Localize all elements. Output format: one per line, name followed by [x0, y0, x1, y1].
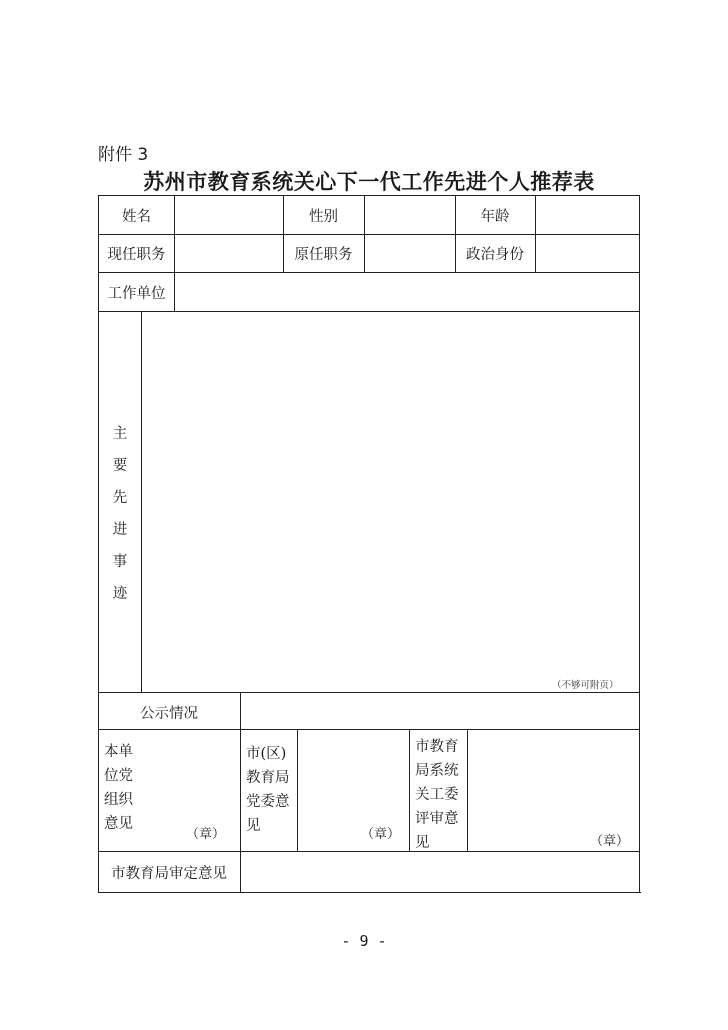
gender-label: 性别 [309, 208, 338, 225]
table-border-right [639, 195, 640, 893]
col-divider [467, 729, 468, 852]
seal-label: （章） [590, 834, 630, 849]
former-position-label: 原任职务 [294, 247, 353, 263]
deeds-char: 迹 [112, 586, 128, 602]
work-unit-field[interactable] [175, 272, 639, 312]
publicity-label: 公示情况 [140, 705, 198, 722]
main-deeds-label [98, 418, 142, 610]
publicity-field[interactable] [242, 694, 639, 730]
unit-party-opinion-label: 本单 位党 组织 意见 [104, 744, 133, 832]
name-label: 姓名 [122, 208, 151, 225]
district-party-opinion-label: 市(区) 教育局 党委意 见 [246, 746, 290, 834]
age-label: 年龄 [480, 208, 510, 225]
seal-label: （章） [186, 827, 226, 842]
city-committee-review-label: 市教育 局系统 关工委 评审意 见 [415, 739, 459, 851]
attachment-label: 附件 3 [98, 145, 149, 165]
final-review-field[interactable] [242, 852, 639, 892]
attach-note: （不够可附页） [552, 680, 619, 691]
deeds-char: 先 [112, 490, 128, 506]
deeds-char: 主 [112, 426, 128, 442]
current-position-field[interactable] [175, 234, 283, 273]
col-divider [409, 729, 410, 852]
col-divider [240, 729, 241, 852]
political-status-label: 政治身份 [466, 247, 524, 263]
deeds-char: 事 [112, 554, 128, 570]
main-deeds-field[interactable] [143, 312, 639, 692]
work-unit-label: 工作单位 [107, 285, 166, 302]
name-field[interactable] [175, 195, 283, 235]
page-number: - 9 - [341, 932, 387, 950]
current-position-label: 现任职务 [107, 247, 166, 263]
table-border-bottom [98, 892, 641, 893]
form-title: 苏州市教育系统关心下一代工作先进个人推荐表 [143, 169, 595, 194]
deeds-char: 要 [112, 458, 128, 474]
age-field[interactable] [536, 195, 639, 235]
final-review-label: 市教育局审定意见 [111, 865, 227, 882]
political-status-field[interactable] [536, 234, 639, 273]
deeds-char: 进 [112, 522, 128, 538]
col-divider [297, 729, 298, 852]
gender-field[interactable] [365, 195, 455, 235]
former-position-field[interactable] [365, 234, 455, 273]
seal-label: （章） [361, 827, 401, 842]
